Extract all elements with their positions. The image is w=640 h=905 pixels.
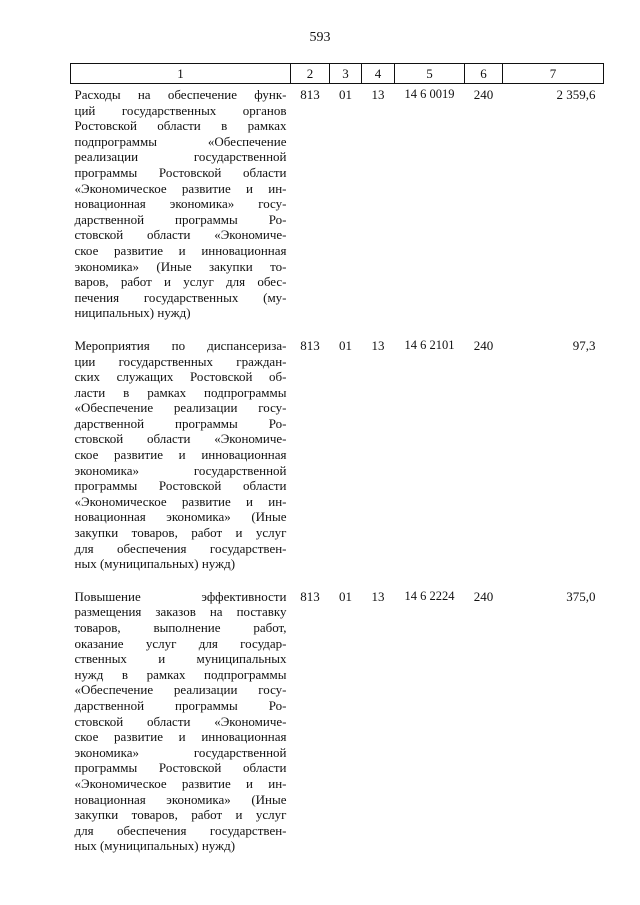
description-line: Повышение эффективности (74, 588, 287, 604)
description-line: ственных и муниципальных (74, 651, 287, 667)
description-line: ниципальных) нужд) (74, 305, 191, 321)
section-code: 01 (339, 87, 352, 102)
ministry-code: 813 (300, 588, 320, 604)
header-row (71, 64, 604, 84)
description-line: ных (муниципальных) нужд) (74, 556, 236, 572)
description-line: стовской области «Экономиче- (74, 227, 287, 243)
description-line: экономика» государственной (74, 462, 287, 478)
description-line: ское развитие и инновационная (74, 729, 287, 745)
page-number: 593 (309, 30, 331, 45)
header-col-2: 2 (291, 64, 330, 84)
description-line: товаров, выполнение работ, (74, 620, 287, 635)
description-line: стовской области «Экономиче- (74, 431, 287, 447)
description-line: дарственной программы Ро- (74, 211, 287, 227)
description-line: ции государственных граждан- (74, 353, 287, 369)
header-col-1: 1 (71, 64, 291, 84)
table-row (71, 84, 604, 335)
header-col-4: 4 (362, 64, 395, 84)
header-col-6: 6 (465, 64, 503, 84)
description-line: закупки товаров, работ и услуг (74, 807, 287, 823)
description-line: программы Ростовской области (74, 164, 287, 180)
description-line: Мероприятия по диспансериза- (74, 337, 287, 353)
ministry-code: 813 (300, 337, 320, 353)
table-row (71, 335, 604, 586)
amount: 97,3 (572, 337, 596, 353)
description-line: Расходы на обеспечение функ- (74, 87, 287, 102)
description-line: печения государственных (му- (74, 289, 287, 305)
description-line: новационная экономика» госу- (74, 196, 287, 212)
description-line: ское развитие и инновационная (74, 447, 287, 463)
target-article-code: 14 6 2224 (404, 588, 455, 603)
description-line: реализации государственной (74, 149, 287, 165)
description-line: новационная экономика» (Иные (74, 791, 287, 807)
description-line: «Экономическое развитие и ин- (74, 775, 287, 791)
description-line: ций государственных органов (74, 102, 287, 118)
description-line: ных (муниципальных) нужд) (74, 838, 236, 854)
description-line: Ростовской области в рамках (74, 118, 287, 134)
header-col-3: 3 (330, 64, 362, 84)
subsection-code: 13 (371, 588, 385, 604)
description-line: оказание услуг для государ- (74, 635, 287, 651)
description-line: новационная экономика» (Иные (74, 509, 287, 525)
description-line: программы Ростовской области (74, 760, 287, 776)
row-description (71, 586, 291, 854)
row-description (71, 84, 291, 335)
amount: 2 359,6 (556, 87, 596, 102)
description-line: программы Ростовской области (74, 478, 287, 494)
description-line: ласти в рамках подпрограммы (74, 384, 287, 400)
target-article-code: 14 6 0019 (404, 87, 455, 101)
budget-table (70, 63, 604, 854)
amount: 375,0 (566, 588, 596, 604)
description-line: «Экономическое развитие и ин- (74, 493, 287, 509)
subsection-code: 13 (371, 87, 385, 102)
header-col-5: 5 (395, 64, 465, 84)
description-line: размещения заказов на поставку (74, 604, 287, 620)
subsection-code: 13 (371, 337, 385, 353)
expense-type-code: 240 (473, 588, 494, 604)
row-description (71, 335, 291, 586)
description-line: ское развитие и инновационная (74, 242, 287, 258)
description-line: дарственной программы Ро- (74, 415, 287, 431)
target-article-code: 14 6 2101 (404, 337, 455, 352)
description-line: экономика» (Иные закупки то- (74, 258, 287, 274)
description-line: «Обеспечение реализации госу- (74, 682, 287, 698)
description-line: варов, работ и услуг для обес- (74, 274, 287, 290)
description-line: дарственной программы Ро- (74, 697, 287, 713)
section-code: 01 (339, 337, 352, 353)
description-line: ских служащих Ростовской об- (74, 369, 287, 385)
description-line: закупки товаров, работ и услуг (74, 525, 287, 541)
description-line: для обеспечения государствен- (74, 822, 287, 838)
expense-type-code: 240 (473, 87, 494, 102)
description-line: стовской области «Экономиче- (74, 713, 287, 729)
ministry-code: 813 (300, 87, 320, 102)
description-line: для обеспечения государствен- (74, 540, 287, 556)
description-line: «Обеспечение реализации госу- (74, 400, 287, 416)
description-line: нужд в рамках подпрограммы (74, 666, 287, 682)
description-line: подпрограммы «Обеспечение (74, 133, 287, 149)
description-line: «Экономическое развитие и ин- (74, 180, 287, 196)
header-col-7: 7 (503, 64, 604, 84)
description-line: экономика» государственной (74, 744, 287, 760)
expense-type-code: 240 (473, 337, 494, 353)
section-code: 01 (339, 588, 352, 604)
table-row (71, 586, 604, 854)
